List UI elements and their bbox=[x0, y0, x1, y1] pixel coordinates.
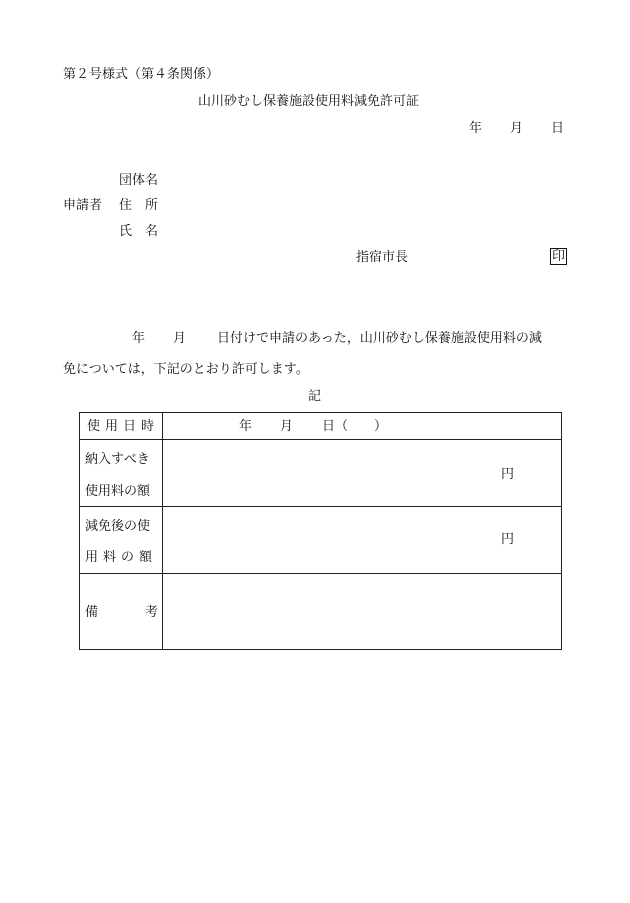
table-row bbox=[80, 440, 562, 507]
remarks-label-b: 考 bbox=[145, 605, 159, 620]
body-line1: 日付けで申請のあった，山川砂むし保養施設使用料の減 bbox=[217, 331, 542, 346]
body-year: 年 bbox=[132, 331, 146, 346]
issue-date-month: 月 bbox=[510, 121, 524, 136]
payable-fee-value-cell bbox=[163, 440, 562, 507]
body-month: 月 bbox=[173, 331, 187, 346]
issuer-name: 指宿市長 bbox=[356, 250, 409, 265]
issue-date-year: 年 bbox=[469, 121, 483, 136]
remarks-value-cell bbox=[163, 574, 562, 650]
document-title: 山川砂むし保養施設使用料減免許可証 bbox=[198, 94, 420, 109]
form-number: 第２号様式（第４条関係） bbox=[63, 67, 220, 82]
payable-fee-label-cell bbox=[80, 440, 163, 507]
seal-mark: 印 bbox=[552, 249, 566, 264]
remarks-label-cell bbox=[80, 574, 163, 650]
reduced-fee-value-cell bbox=[163, 507, 562, 574]
reduced-fee-label-cell bbox=[80, 507, 163, 574]
reduced-fee-label-line2: 用料の額 bbox=[85, 550, 158, 565]
remarks-label-a: 備 bbox=[85, 605, 99, 620]
payable-fee-unit: 円 bbox=[501, 467, 515, 482]
address-label: 住 所 bbox=[119, 198, 159, 213]
reduced-fee-label-line1: 減免後の使 bbox=[85, 519, 151, 534]
issue-date-day: 日 bbox=[551, 121, 565, 136]
name-label: 氏 名 bbox=[119, 224, 159, 239]
table-row bbox=[80, 507, 562, 574]
usage-date-month: 月 bbox=[280, 419, 294, 434]
usage-date-day: 日（ ） bbox=[322, 419, 388, 434]
table-row bbox=[80, 574, 562, 650]
body-line2: 免については，下記のとおり許可します。 bbox=[63, 362, 309, 377]
usage-date-value-cell bbox=[163, 413, 562, 440]
table-row bbox=[80, 413, 562, 440]
ki-heading: 記 bbox=[308, 389, 322, 404]
reduced-fee-unit: 円 bbox=[501, 532, 515, 547]
details-table bbox=[79, 412, 562, 650]
group-name-label: 団体名 bbox=[119, 173, 159, 188]
applicant-label: 申請者 bbox=[63, 198, 103, 213]
usage-date-label-cell bbox=[80, 413, 163, 440]
payable-fee-label-line2: 使用料の額 bbox=[85, 484, 151, 499]
payable-fee-label-line1: 納入すべき bbox=[85, 452, 150, 467]
usage-date-year: 年 bbox=[239, 419, 253, 434]
usage-date-label: 使用日時 bbox=[87, 419, 160, 434]
